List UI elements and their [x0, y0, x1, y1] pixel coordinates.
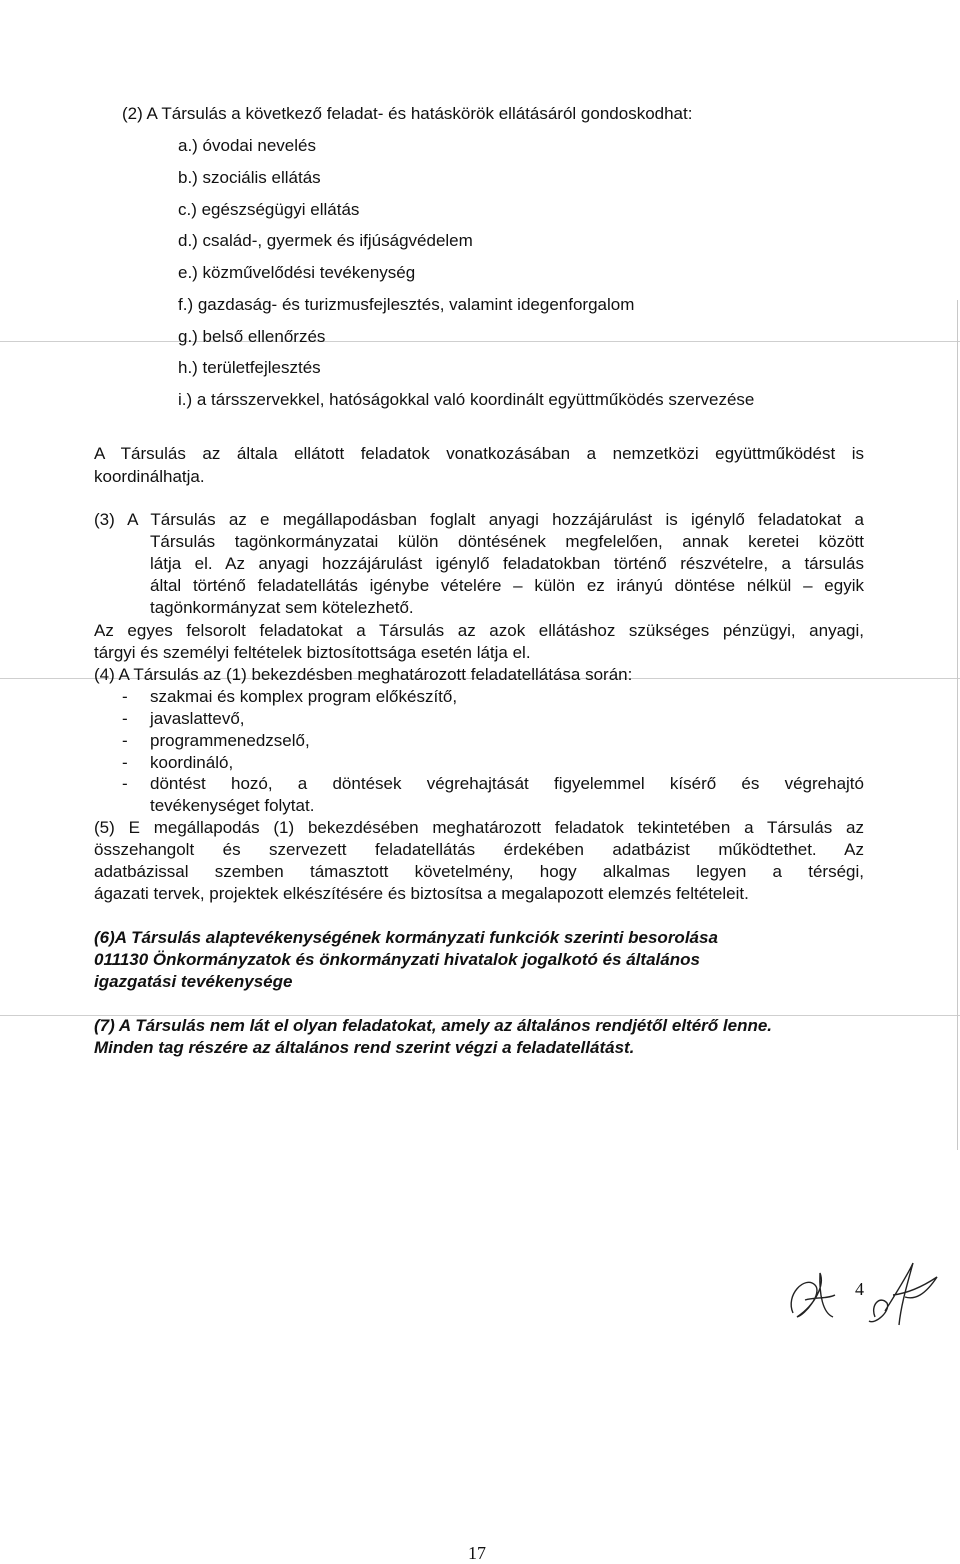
- list-dash: -: [122, 753, 128, 772]
- para4-continuation: tevékenységet folytat.: [150, 796, 315, 815]
- para5-line-4: ágazati tervek, projektek elkészítésére és biztosítsa a megalapozott elemzés feltételeit.: [94, 884, 749, 903]
- scan-rule: [0, 341, 960, 342]
- list-dash: -: [122, 774, 128, 793]
- para7-line-2: Minden tag részére az általános rend szerint végzi a feladatellátást.: [94, 1038, 635, 1057]
- para6-line-3: igazgatási tevékenysége: [94, 972, 293, 991]
- para2-item-e: e.) közművelődési tevékenység: [178, 263, 416, 282]
- para3-line-3: látja el. Az anyagi hozzájárulást igénylő feladatokban történő részvételre, a társulás: [150, 554, 864, 573]
- para2-intro: (2) A Társulás a következő feladat- és hatáskörök ellátásáról gondoskodhat:: [122, 104, 693, 123]
- page-mark: 4: [855, 1279, 864, 1299]
- handwritten-initials: [775, 1255, 945, 1345]
- para3-line-1: (3) A Társulás az e megállapodásban foglalt anyagi hozzájárulást is igénylő feladatokat a: [94, 510, 864, 529]
- para2-item-f: f.) gazdaság- és turizmusfejlesztés, valamint idegenforgalom: [178, 295, 635, 314]
- scan-edge: [957, 300, 958, 1150]
- para4-item: szakmai és komplex program előkészítő,: [150, 687, 458, 706]
- para3-line-2: Társulás tagönkormányzatai külön döntésének megfelelően, annak keretei között: [150, 532, 864, 551]
- para2-item-b: b.) szociális ellátás: [178, 168, 321, 187]
- para3-conditions-line-1: Az egyes felsorolt feladatokat a Társulás az azok ellátáshoz szükséges pénzügyi, anyagi,: [94, 621, 864, 640]
- para6-line-2: 011130 Önkormányzatok és önkormányzati hivatalok jogalkotó és általános: [94, 950, 700, 969]
- list-dash: -: [122, 731, 128, 750]
- para4-intro: (4) A Társulás az (1) bekezdésben meghatározott feladatellátása során:: [94, 665, 633, 684]
- para2-item-g: g.) belső ellenőrzés: [178, 327, 326, 346]
- para2-international-line-1: A Társulás az általa ellátott feladatok vonatkozásában a nemzetközi együttműködést is: [94, 444, 864, 463]
- para3-line-4: által történő feladatellátás igénybe vételére – külön ez irányú döntése nélkül – egyik: [150, 576, 864, 595]
- para2-item-a: a.) óvodai nevelés: [178, 136, 316, 155]
- para4-item: döntést hozó, a döntések végrehajtását figyelemmel kísérő és végrehajtó: [150, 774, 864, 793]
- para4-item: programmenedzselő,: [150, 731, 310, 750]
- para6-line-1: (6)A Társulás alaptevékenységének kormányzati funkciók szerinti besorolása: [94, 928, 718, 947]
- para4-item: javaslattevő,: [150, 709, 245, 728]
- para3-conditions-line-2: tárgyi és személyi feltételek biztosítottsága esetén látja el.: [94, 643, 531, 662]
- para5-line-3: adatbázissal szemben támasztott követelmény, hogy alkalmas legyen a térségi,: [94, 862, 864, 881]
- list-dash: -: [122, 687, 128, 706]
- list-dash: -: [122, 709, 128, 728]
- para2-item-c: c.) egészségügyi ellátás: [178, 200, 360, 219]
- para2-item-h: h.) területfejlesztés: [178, 358, 321, 377]
- para7-line-1: (7) A Társulás nem lát el olyan feladatokat, amely az általános rendjétől eltérő lenne.: [94, 1016, 773, 1035]
- para2-item-d: d.) család-, gyermek és ifjúságvédelem: [178, 231, 473, 250]
- para4-item: koordináló,: [150, 753, 234, 772]
- para2-item-i: i.) a társszervekkel, hatóságokkal való koordinált együttműködés szervezése: [178, 390, 755, 409]
- page-number: 17: [468, 1543, 486, 1563]
- para2-international-line-2: koordinálhatja.: [94, 467, 205, 486]
- para3-line-5: tagönkormányzat sem kötelezhető.: [150, 598, 414, 617]
- para5-line-2: összehangolt és szervezett feladatellátás érdekében adatbázist működtethet. Az: [94, 840, 864, 859]
- para5-line-1: (5) E megállapodás (1) bekezdésében meghatározott feladatok tekintetében a Társulás az: [94, 818, 864, 837]
